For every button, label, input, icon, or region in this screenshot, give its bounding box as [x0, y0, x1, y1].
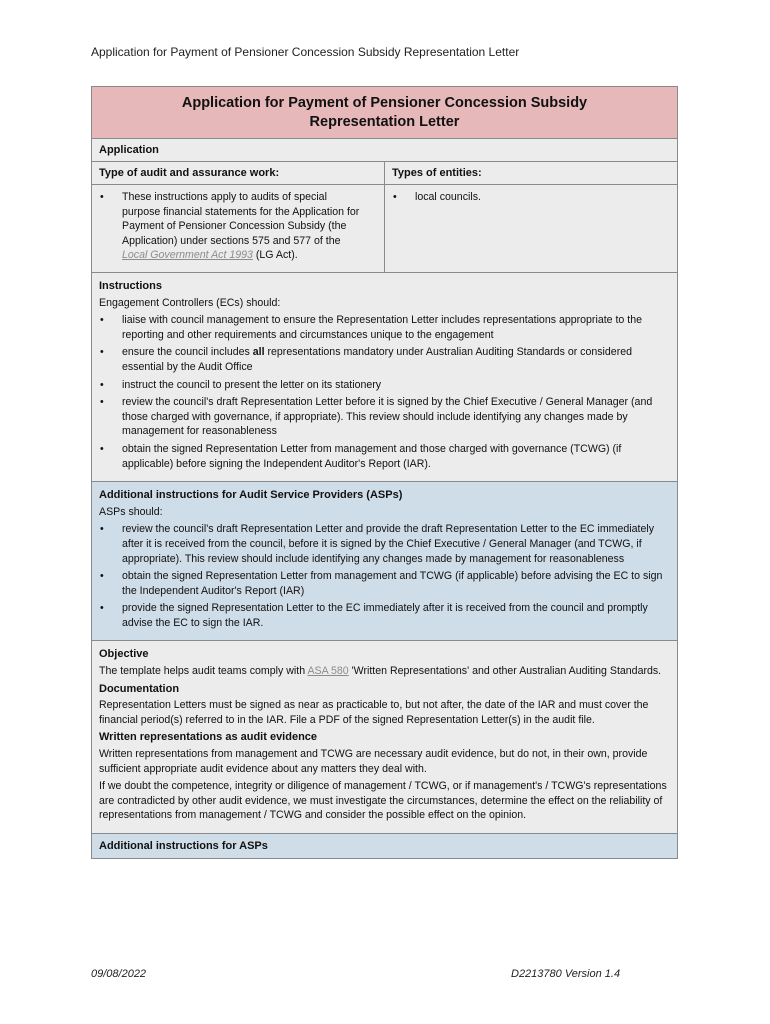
- footer-version: D2213780 Version 1.4: [511, 968, 621, 980]
- type-of-work-cell: [92, 185, 385, 272]
- instructions-heading: Instructions: [99, 280, 162, 292]
- instructions-section: [92, 273, 677, 482]
- instruction-item: • ensure the council includes all representations mandatory under Australian Auditing Standards or considered essential by the Audit Office: [99, 345, 670, 374]
- written-representations-p2: If we doubt the competence, integrity or diligence of management / TCWG, or if management's / TCWG's representations are contradicted by other audit evidence, we must investigate the circumstances, determine the effect on the reliability of representations from management / TCWG and consider the possible effect on the opinion.: [99, 780, 667, 822]
- entity-item: • local councils.: [392, 190, 670, 205]
- instruction-item: • instruct the council to present the letter on its stationery: [99, 378, 670, 393]
- instruction-item: • obtain the signed Representation Letter from management and those charged with governance (TCWG) (if applicable) before signing the Independent Auditor's Report (IAR).: [99, 442, 670, 471]
- application-heading: Application: [92, 139, 677, 162]
- documentation-heading: Documentation: [99, 682, 180, 695]
- objective-heading: Objective: [99, 648, 149, 661]
- instructions-table: [91, 86, 678, 859]
- objective-text: The template helps audit teams comply with ASA 580 'Written Representations' and other Australian Auditing Standards.: [99, 665, 662, 678]
- type-of-work-item: • These instructions apply to audits of special purpose financial statements for the Application for Payment of Pensioner Concession Subsidy (the Application) under sections 575 and 577 of the Local Government Act 1993 (LG Act).: [99, 190, 368, 263]
- asp-item: • obtain the signed Representation Letter from management and TCWG (if applicable) before advising the EC to sign the Independent Auditor's Report (IAR): [99, 569, 670, 598]
- asp-item: • review the council's draft Representation Letter and provide the draft Representation Letter to the EC immediately after it is received from the council, before it is signed by the Chief Executive / General Manager (and TCWG, if appropriate). This review should include identifying any changes made by management for reasonableness: [99, 522, 670, 566]
- instructions-intro: Engagement Controllers (ECs) should:: [99, 296, 281, 309]
- written-representations-heading: Written representations as audit evidence: [99, 731, 318, 744]
- written-representations-p1: Written representations from management and TCWG are necessary audit evidence, but do not, in their own, provide sufficient appropriate audit evidence about any matters they deal with.: [99, 748, 648, 775]
- asp-item: • provide the signed Representation Letter to the EC immediately after it is received from the council and promptly advise the EC to sign the IAR.: [99, 601, 670, 630]
- guidance-section: [92, 641, 677, 834]
- asp-intro: ASPs should:: [99, 505, 163, 518]
- instruction-item: • liaise with council management to ensure the Representation Letter includes representations appropriate to the reporting and other requirements and circumstances unique to the engagement: [99, 313, 670, 342]
- types-of-entities-cell: [385, 185, 677, 272]
- document-title: Application for Payment of Pensioner Concession Subsidy Representation Letter: [181, 94, 588, 130]
- title-cell: [92, 87, 677, 139]
- asa-580-link[interactable]: ASA 580: [307, 665, 349, 678]
- running-header: Application for Payment of Pensioner Concession Subsidy Representation Letter: [91, 45, 520, 59]
- application-details-row: [92, 185, 677, 273]
- asp-heading: Additional instructions for Audit Service Providers (ASPs): [99, 489, 403, 502]
- footer-date: 09/08/2022: [91, 968, 147, 980]
- asp-instructions-section: [92, 482, 677, 641]
- application-column-headings: [92, 162, 677, 185]
- lg-act-link[interactable]: Local Government Act 1993: [122, 249, 253, 262]
- documentation-text: Representation Letters must be signed as near as practicable to, but not after, the date of the IAR and must cover the financial period(s) referred to in the IAR. File a PDF of the signed Representation Letter(s) in the audit file.: [99, 699, 649, 726]
- type-of-work-heading: Type of audit and assurance work:: [92, 162, 385, 184]
- types-of-entities-heading: Types of entities:: [392, 167, 482, 179]
- instruction-item: • review the council's draft Representation Letter before it is signed by the Chief Executive / General Manager (and those charged with governance, if appropriate). This review should include identifying any changes made by management for reasonableness: [99, 395, 670, 439]
- additional-asps-heading: Additional instructions for ASPs: [92, 834, 677, 858]
